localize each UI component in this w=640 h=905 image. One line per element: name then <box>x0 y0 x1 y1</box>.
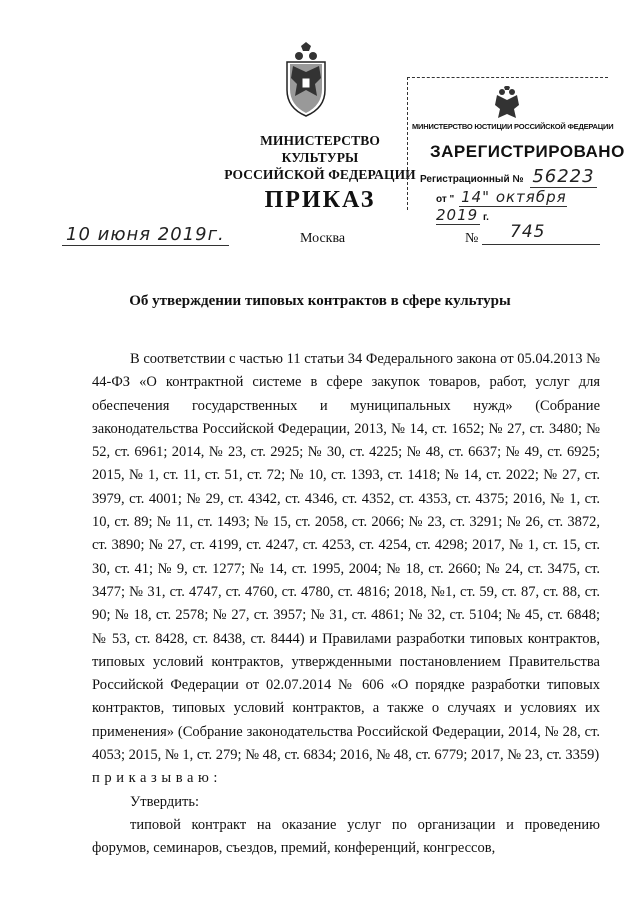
document-subject: Об утверждении типовых контрактов в сфере культуры <box>129 293 511 309</box>
order-title: ПРИКАЗ <box>264 187 376 213</box>
ministry-line-1: МИНИСТЕРСТВО КУЛЬТУРЫ <box>260 133 380 165</box>
document-date: 10 июня 2019г. <box>62 224 229 246</box>
document-city: Москва <box>300 231 346 246</box>
stamp-registered-label: ЗАРЕГИСТРИРОВАНО <box>430 142 625 161</box>
preamble-paragraph: В соответствии с частью 11 статьи 34 Федерального закона от 05.04.2013 № 44-ФЗ «О контрактной системе в сфере закупок товаров, работ, услуг для обеспечения государственных и муниципальных нужд» (Собрание законодательства Российской Федерации, 2013, № 14, ст. 1652; № 27, ст. 3480; № 52, ст. 6961; 2014, № 23, ст. 2925; № 30, ст. 4225; № 48, ст. 6637; № 49, ст. 6925; 2015, № 1, ст. 11, ст. 51, ст. 72; № 10, ст. 1393, ст. 1418; № 14, ст. 2022; № 27, ст. 3979, ст. 4001; № 29, ст. 4342, ст. 4346, ст. 4352, ст. 4353, ст. 4375; 2016, № 1, ст. 10, ст. 89; № 11, ст. 1493; № 15, ст. 2058, ст. 2066; № 23, ст. 3291; № 26, ст. 3872, ст. 3890; № 27, ст. 4199, ст. 4247, ст. 4253, ст. 4254, ст. 4298; 2017, № 1, ст. 15, ст. 30, ст. 41; № 9, ст. 1277; № 14, ст. 1995, 2004; № 18, ст. 2660; № 24, ст. 3475, ст. 3477; № 31, ст. 4747, ст. 4760, ст. 4780, ст. 4816; 2018, №1, ст. 59, ст. 87, ст. 88, ст. 90; № 18, ст. 2578; № 27, ст. 3957; № 31, ст. 4861; № 32, ст. 5104; № 45, ст. 6848; № 53, ст. 8428, ст. 8438, ст. 8444) и Правилами разработки типовых контрактов, типовых условий контрактов, утвержденными постановлением Правительства Российской Федерации от 02.07.2014 № 606 «О порядке разработки типовых контрактов, типовых условий контрактов, а также о случаях и условиях их применения» (Собрание законодательства Российской Федерации, 2014, № 28, ст. 4053; 2015, № 1, ст. 279; № 48, ст. 6834; 2016, № 48, ст. 6779; 2017, № 23, ст. 3359) <box>92 351 600 764</box>
stamp-reg-label: Регистрационный № <box>420 174 524 185</box>
approve-line: Утвердить: <box>130 793 199 810</box>
item-1-paragraph: типовой контракт на оказание услуг по организации и проведению форумов, семинаров, съездов, премий, конференций, конгрессов, <box>92 816 600 857</box>
stamp-emblem <box>492 86 522 124</box>
stamp-registration-row <box>420 166 608 187</box>
stamp-date-suffix: г. <box>482 212 489 223</box>
ministry-line-2: РОССИЙСКОЙ ФЕДЕРАЦИИ <box>224 167 416 182</box>
registration-stamp <box>407 77 625 224</box>
stamp-reg-number: 56223 <box>532 166 595 187</box>
document-number-line <box>482 244 600 245</box>
document-number: 745 <box>510 222 546 242</box>
stamp-date-handwritten: 14" октября 2019 <box>436 188 567 224</box>
stamp-ministry-name: МИНИСТЕРСТВО ЮСТИЦИИ РОССИЙСКОЙ ФЕДЕРАЦИИ <box>412 122 614 131</box>
ministry-name <box>222 132 418 183</box>
stamp-date-row <box>436 188 608 224</box>
order-word: приказываю: <box>92 770 223 787</box>
stamp-date-prefix: от " <box>436 194 455 205</box>
document-number-label: № <box>465 231 479 246</box>
document-body <box>92 348 600 861</box>
coat-of-arms-emblem <box>281 42 331 118</box>
